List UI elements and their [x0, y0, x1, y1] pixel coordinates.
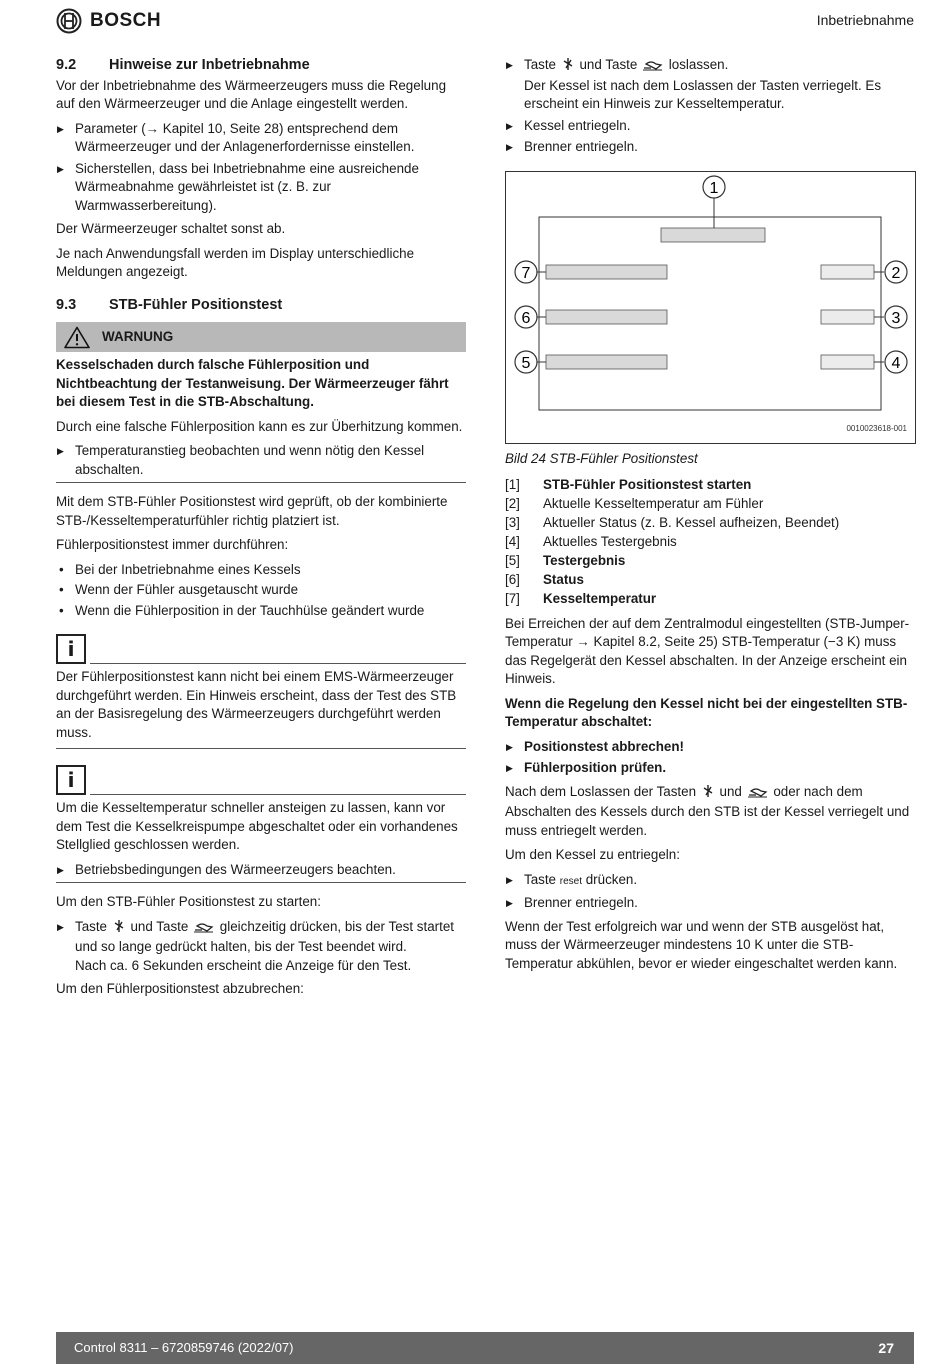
field-5 — [546, 355, 667, 369]
display-diagram — [506, 172, 915, 443]
page-footer — [56, 1332, 914, 1364]
legend-key: [2] — [505, 496, 520, 511]
legend-item — [505, 495, 915, 514]
paragraph-text: oder nach dem Abschalten des Kessels durch den STB ist der Kessel verriegelt und muss entriegelt werden. — [505, 783, 910, 838]
instruction-bullet — [505, 871, 915, 892]
right-column — [505, 56, 915, 979]
bullet-text: Der Kessel ist nach dem Loslassen der Tasten verriegelt. Es erscheint ein Hinweis zur Kesseltemperatur. — [524, 77, 882, 111]
paragraph-text: Nach dem Loslassen der Tasten — [505, 783, 697, 799]
legend-text: STB-Fühler Positionstest starten — [543, 477, 752, 492]
display-figure — [505, 171, 916, 444]
callout-label: 6 — [521, 309, 531, 327]
legend-key: [3] — [505, 515, 520, 530]
heading-number: 9.3 — [56, 296, 77, 313]
legend-item — [505, 514, 915, 533]
burner-key-icon — [643, 58, 663, 77]
instruction-bullet: ▶ Brenner entriegeln. — [505, 138, 915, 157]
figure-caption: Bild 24 STB-Fühler Positionstest — [505, 450, 698, 466]
legend-item — [505, 590, 915, 609]
page-header — [0, 0, 950, 40]
bullet-text: Nach ca. 6 Sekunden erscheint die Anzeige für den Test. — [75, 957, 412, 973]
figure-code: 0010023618-001 — [846, 424, 907, 433]
bullet-text: und Taste — [130, 918, 189, 934]
section-heading-9-3 — [56, 296, 466, 315]
callout-4 — [885, 351, 907, 373]
legend-key: [5] — [505, 553, 520, 568]
instruction-bullet — [56, 918, 466, 976]
callout-2 — [885, 261, 907, 283]
callout-label: 1 — [709, 179, 719, 197]
legend-text: Aktueller Status (z. B. Kessel aufheizen, Beendet) — [543, 515, 840, 530]
chimney-sweep-key-icon — [113, 919, 125, 939]
bosch-armature-icon — [56, 8, 82, 34]
legend-key: [1] — [505, 477, 520, 492]
instruction-bullet: ▶ Fühlerposition prüfen. — [505, 759, 915, 778]
heading-text: STB-Fühler Positionstest — [109, 296, 283, 313]
burner-key-icon — [194, 920, 214, 939]
warning-bold-text: Kesselschaden durch falsche Fühlerposition und Nichtbeachtung der Testanweisung. Der Wärmeerzeuger fährt bei diesem Test in die STB-Abschaltung. — [56, 357, 449, 409]
paragraph: Mit dem STB-Fühler Positionstest wird geprüft, ob der kombinierte STB-/Kesseltemperaturfühler richtig platziert ist. — [56, 494, 448, 528]
field-7 — [546, 265, 667, 279]
bullet-text: Taste — [524, 57, 557, 72]
paragraph: Um den Kessel zu entriegeln: — [505, 847, 680, 862]
instruction-bullet: ▶ Parameter (→ Kapitel 10, Seite 28) entsprechend dem Wärmeerzeuger und der Anlagenerfordernisse einstellen. — [56, 120, 466, 157]
legend-item — [505, 571, 915, 590]
reset-key-label: reset — [559, 875, 582, 887]
callout-7 — [515, 261, 537, 283]
callout-5 — [515, 351, 537, 373]
callout-label: 4 — [891, 354, 901, 372]
field-6 — [546, 310, 667, 324]
document-id: Control 8311 – 6720859746 (2022/07) — [74, 1340, 294, 1355]
field-4 — [821, 355, 874, 369]
legend-key: [4] — [505, 534, 520, 549]
paragraph: Bei Erreichen der auf dem Zentralmodul eingestellten (STB-Jumper-Temperatur → Kapitel 8.2, Seite 25) STB-Temperatur (−3 K) muss das Regelgerät den Kessel abschalten. In der Anzeige erscheint ein Hinweis. — [505, 615, 910, 686]
paragraph-bold: Wenn die Regelung den Kessel nicht bei der eingestellten STB-Temperatur abschaltet: — [505, 695, 908, 729]
instruction-bullet: ▶ Sicherstellen, dass bei Inbetriebnahme eine ausreichende Wärmeabnahme gewährleistet ist (z. B. zur Warmwasserbereitung). — [56, 160, 466, 216]
bullet-text: gleichzeitig drücken, bis der Test startet und so lange gedrückt halten, bis der Test beendet wird. — [75, 918, 454, 954]
paragraph: Der Wärmeerzeuger schaltet sonst ab. — [56, 221, 286, 236]
divider — [56, 748, 466, 749]
callout-6 — [515, 306, 537, 328]
burner-key-icon — [748, 785, 768, 804]
paragraph: Um den STB-Fühler Positionstest zu starten: — [56, 894, 321, 909]
brand-name: BOSCH — [90, 9, 162, 31]
field-2 — [821, 265, 874, 279]
left-column — [56, 56, 466, 1005]
section-title: Inbetriebnahme — [816, 12, 914, 28]
divider — [56, 882, 466, 883]
legend-item — [505, 533, 915, 552]
legend-text: Aktuelle Kesseltemperatur am Fühler — [543, 496, 764, 511]
paragraph: Je nach Anwendungsfall werden im Display unterschiedliche Meldungen angezeigt. — [56, 245, 415, 279]
instruction-bullet: ▶ Brenner entriegeln. — [505, 894, 915, 913]
section-heading-9-2 — [56, 56, 466, 75]
list-item: • Wenn der Fühler ausgetauscht wurde — [56, 581, 466, 600]
warning-triangle-icon — [64, 326, 90, 349]
bullet-text: loslassen. — [668, 57, 729, 72]
warning-label: WARNUNG — [102, 328, 174, 344]
instruction-bullet: ▶ Betriebsbedingungen des Wärmeerzeugers beachten. — [56, 861, 466, 880]
bullet-text: drücken. — [585, 871, 638, 887]
legend-text: Testergebnis — [543, 553, 626, 568]
callout-label: 3 — [891, 309, 901, 327]
heading-number: 9.2 — [56, 57, 77, 73]
legend-text: Status — [543, 572, 584, 587]
list-item: • Bei der Inbetriebnahme eines Kessels — [56, 561, 466, 580]
chimney-sweep-key-icon — [562, 57, 574, 77]
instruction-bullet: ▶ Positionstest abbrechen! — [505, 738, 915, 757]
bullet-text: Taste — [524, 871, 557, 887]
field-3 — [821, 310, 874, 324]
paragraph-text: und — [719, 783, 742, 799]
divider — [90, 794, 466, 795]
paragraph — [505, 783, 915, 841]
paragraph: Um den Fühlerpositionstest abzubrechen: — [56, 981, 304, 996]
bosch-logo — [56, 8, 161, 34]
page-number: 27 — [878, 1340, 894, 1356]
info-note-text: Der Fühlerpositionstest kann nicht bei einem EMS-Wärmeerzeuger durchgeführt werden. Ein Hinweis erscheint, dass der Test des STB an der Basisregelung des Wärmeerzeugers durchgeführt werden muss. — [56, 669, 457, 740]
heading-text: Hinweise zur Inbetriebnahme — [109, 57, 310, 73]
instruction-bullet: ▶ Temperaturanstieg beobachten und wenn nötig den Kessel abschalten. — [56, 442, 466, 479]
callout-3 — [885, 306, 907, 328]
bullet-text: und Taste — [579, 57, 638, 72]
legend-key: [7] — [505, 591, 520, 606]
field-1 — [661, 228, 765, 242]
instruction-bullet — [505, 56, 915, 114]
info-icon: i — [56, 634, 86, 664]
callout-1 — [703, 176, 725, 198]
info-note-text: Um die Kesseltemperatur schneller ansteigen zu lassen, kann vor dem Test die Kesselkreispumpe abgeschaltet oder ein vorhandenes Stellglied geschlossen werden. — [56, 800, 458, 852]
warning-banner — [56, 322, 466, 352]
legend-key: [6] — [505, 572, 520, 587]
paragraph: Vor der Inbetriebnahme des Wärmeerzeugers muss die Regelung auf den Wärmeerzeuger und die Anlage eingestellt werden. — [56, 77, 447, 111]
legend-item — [505, 552, 915, 571]
callout-label: 2 — [891, 264, 901, 282]
divider — [90, 663, 466, 664]
callout-label: 5 — [521, 354, 531, 372]
instruction-bullet: ▶ Kessel entriegeln. — [505, 117, 915, 136]
warning-text: Durch eine falsche Fühlerposition kann es zur Überhitzung kommen. — [56, 418, 463, 434]
paragraph: Fühlerpositionstest immer durchführen: — [56, 537, 289, 552]
legend-text: Aktuelles Testergebnis — [543, 534, 677, 549]
chimney-sweep-key-icon — [702, 784, 714, 804]
list-item: • Wenn die Fühlerposition in der Tauchhülse geändert wurde — [56, 602, 466, 621]
info-note-header — [56, 765, 466, 795]
divider — [56, 482, 466, 483]
callout-label: 7 — [521, 264, 531, 282]
legend-text: Kesseltemperatur — [543, 591, 657, 606]
info-note-header — [56, 634, 466, 664]
bullet-text: Taste — [75, 918, 108, 934]
legend-item — [505, 476, 915, 495]
info-icon: i — [56, 765, 86, 795]
paragraph: Wenn der Test erfolgreich war und wenn der STB ausgelöst hat, muss der Wärmeerzeuger mindestens 10 K unter die STB-Temperatur abkühlen, bevor er wieder eingeschaltet werden kann. — [505, 918, 898, 971]
